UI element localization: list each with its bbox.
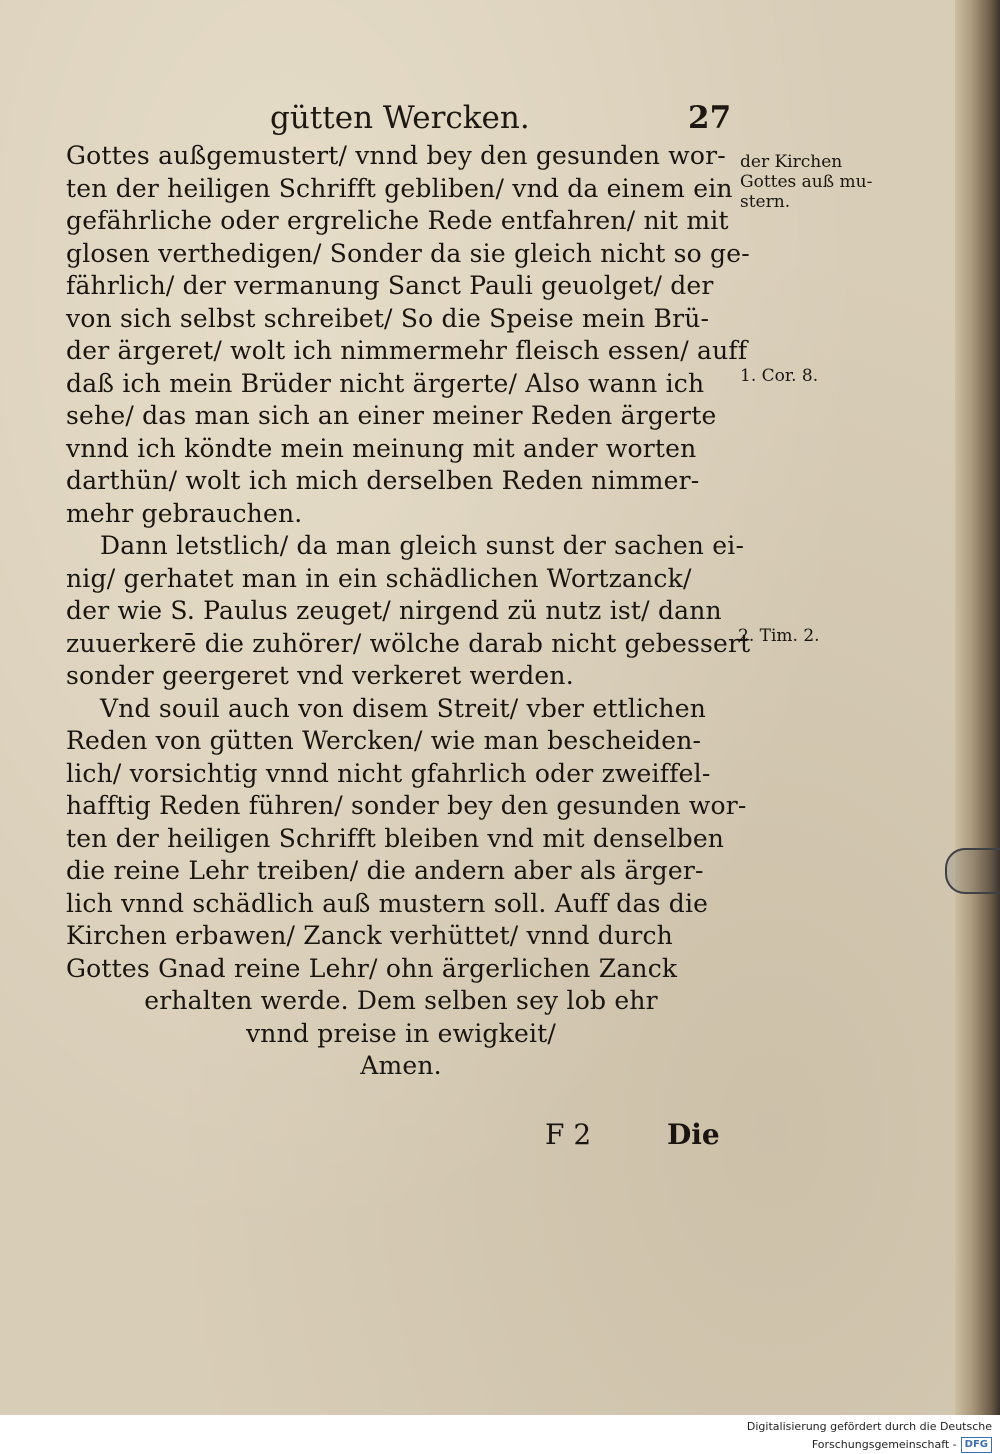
page-edge — [955, 0, 1000, 1415]
margin-note-cor: 1. Cor. 8. — [740, 366, 819, 386]
margin-note-line: Gottes auß mu- — [740, 172, 873, 192]
text-line: Gottes außgemustert/ vnnd bey den gesunden wor- — [66, 141, 726, 170]
text-line: glosen verthedigen/ Sonder da sie gleich nicht so ge- — [66, 238, 750, 268]
text-line: daß ich mein Brüder nicht ärgerte/ Also wann ich — [66, 368, 705, 398]
text-line: der wie S. Paulus zeuget/ nirgend zü nutz ist/ dann — [66, 596, 722, 625]
text-line: nig/ gerhatet man in ein schädlichen Wortzanck/ — [66, 563, 692, 593]
text-line: Gottes Gnad reine Lehr/ ohn ärgerlichen Zanck — [66, 953, 678, 983]
digitization-credit — [620, 1418, 992, 1451]
text-line: die reine Lehr treiben/ die andern aber als ärger- — [66, 856, 704, 885]
text-line: sehe/ das man sich an einer meiner Reden ärgerte — [66, 401, 717, 430]
text-line: ten der heiligen Schrifft bleiben vnd mit denselben — [66, 823, 725, 853]
page-number: 27 — [688, 100, 732, 136]
margin-note-tim: 2. Tim. 2. — [738, 626, 820, 646]
catchword: Die — [667, 1118, 720, 1151]
text-line: darthün/ wolt ich mich derselben Reden nimmer- — [66, 466, 700, 495]
text-line: fährlich/ der vermanung Sanct Pauli geuolget/ der — [66, 271, 714, 300]
text-line-closing: erhalten werde. Dem selben sey lob ehr — [144, 986, 658, 1015]
text-line: Vnd souil auch von disem Streit/ vber ettlichen — [100, 693, 707, 723]
text-line: von sich selbst schreibet/ So die Speise mein Brü- — [66, 303, 710, 333]
text-line: Kirchen erbawen/ Zanck verhüttet/ vnnd durch — [66, 921, 673, 950]
text-line-amen: Amen. — [360, 1051, 442, 1080]
text-line: mehr gebrauchen. — [66, 498, 303, 528]
text-line: lich/ vorsichtig vnnd nicht gfahrlich oder zweiffel- — [66, 758, 711, 788]
margin-note-kirchen — [740, 152, 872, 212]
text-line: sonder geergeret vnd verkeret werden. — [66, 661, 574, 690]
text-line: vnnd ich köndte mein meinung mit ander worten — [66, 433, 697, 463]
text-line: Dann letstlich/ da man gleich sunst der sachen ei- — [100, 531, 745, 560]
margin-note-line: stern. — [740, 192, 791, 212]
text-line: lich vnnd schädlich auß mustern soll. Auff das die — [66, 888, 709, 918]
text-line-closing: vnnd preise in ewigkeit/ — [245, 1018, 557, 1048]
page-clip — [945, 848, 1000, 894]
text-line: zuuerkerē die zuhörer/ wölche darab nicht gebessert — [66, 628, 751, 658]
credit-text: Digitalisierung gefördert durch die Deutsche Forschungsgemeinschaft - — [746, 1420, 992, 1451]
text-line: ten der heiligen Schrifft gebliben/ vnd da einem ein — [66, 173, 733, 203]
running-title: gütten Wercken. — [270, 100, 530, 136]
text-line: Reden von gütten Wercken/ wie man bescheiden- — [66, 726, 702, 755]
dfg-logo: DFG — [961, 1437, 992, 1453]
signature-mark: F 2 — [545, 1118, 592, 1151]
margin-note-line: der Kirchen — [740, 152, 843, 172]
body-text — [66, 140, 751, 1083]
text-line: hafftig Reden führen/ sonder bey den gesunden wor- — [66, 791, 747, 820]
text-line: der ärgeret/ wolt ich nimmermehr fleisch essen/ auff — [66, 336, 748, 365]
text-line: gefährliche oder ergreliche Rede entfahren/ nit mit — [66, 206, 729, 235]
